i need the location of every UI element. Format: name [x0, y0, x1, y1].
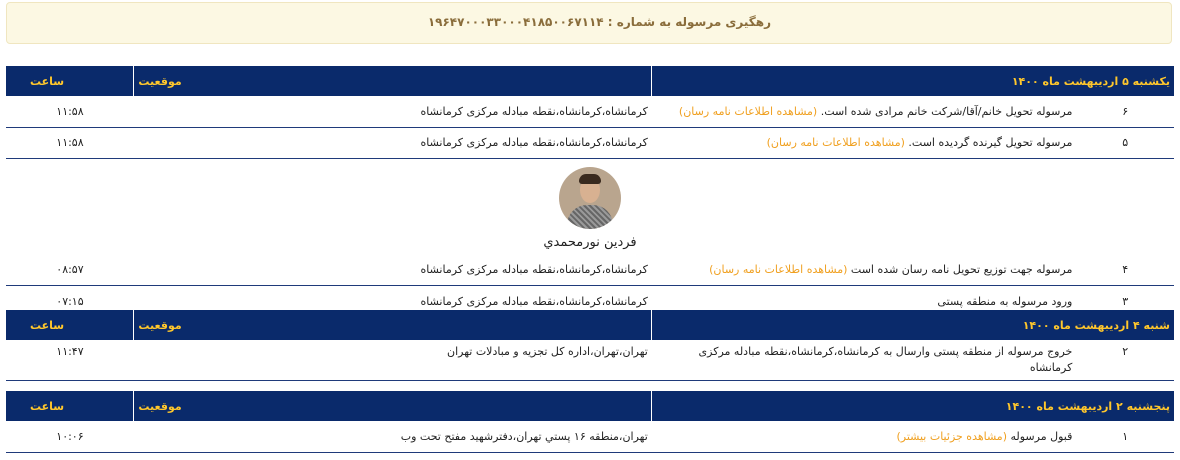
day-title: شنبه ۴ اردیبهشت ماه ۱۴۰۰: [652, 310, 1174, 340]
event-number: ۶: [1122, 104, 1129, 118]
day-table-1: [6, 66, 1174, 317]
event-time: ۱۱:۴۷: [56, 345, 84, 358]
event-row: [6, 421, 1174, 452]
event-description: خروج مرسوله از منطقه پستی وارسال به کرمانشاه،کرمانشاه،نقطه مبادله مرکزی کرمانشاه: [698, 345, 1073, 374]
day-header: [6, 310, 1174, 340]
event-row: [6, 340, 1174, 381]
location-header: موقعیت: [134, 310, 652, 340]
event-number: ۴: [1122, 263, 1129, 277]
event-text: مرسوله تحویل خانم/آقا/شرکت خانم مرادی شده است.: [820, 104, 1073, 118]
day-table-3: [6, 391, 1174, 453]
day-header: [6, 391, 1174, 421]
event-number: ۲: [1122, 345, 1129, 358]
event-description: [652, 96, 1077, 127]
tracking-banner: [6, 2, 1172, 44]
event-location: تهران،تهران،اداره کل تجزیه و مبادلات تهران: [446, 345, 648, 358]
courier-info-link[interactable]: (مشاهده اطلاعات نامه رسان): [678, 104, 818, 118]
day-table-2: [6, 310, 1174, 381]
courier-info-link[interactable]: (مشاهده اطلاعات نامه رسان): [766, 136, 905, 149]
event-location: کرمانشاه،کرمانشاه،نقطه مبادله مرکزی کرمانشاه: [420, 104, 648, 118]
day-title: یکشنبه ۵ اردیبهشت ماه ۱۴۰۰: [652, 66, 1174, 96]
event-number: ۱: [1122, 429, 1129, 443]
event-location: کرمانشاه،کرمانشاه،نقطه مبادله مرکزی کرمانشاه: [420, 136, 648, 149]
time-header: ساعت: [30, 318, 65, 332]
event-description: ورود مرسوله به منطقه پستی: [937, 294, 1073, 308]
event-row: [6, 96, 1174, 127]
event-time: ۱۰:۰۶: [56, 429, 84, 443]
event-row: [6, 127, 1174, 158]
event-time: ۰۷:۱۵: [56, 294, 84, 308]
event-time: ۱۱:۵۸: [56, 104, 84, 118]
day-title: پنجشنبه ۲ اردیبهشت ماه ۱۴۰۰: [652, 391, 1174, 421]
event-text: مرسوله تحویل گیرنده گردیده است.: [908, 136, 1073, 149]
courier-info-link[interactable]: (مشاهده اطلاعات نامه رسان): [709, 263, 848, 277]
event-description: [652, 421, 1077, 452]
time-header: ساعت: [30, 399, 65, 413]
courier-photo: [559, 167, 621, 229]
event-time: ۰۸:۵۷: [56, 263, 84, 277]
event-text: مرسوله جهت توزیع تحویل نامه رسان شده است: [850, 263, 1073, 277]
event-location: تهران،منطقه ۱۶ پستي تهران،دفترشهيد مفتح تحت وب: [400, 429, 648, 443]
event-time: ۱۱:۵۸: [56, 136, 84, 149]
courier-name: فردين نورمحمدي: [543, 235, 637, 250]
tracking-title: رهگیری مرسوله به شماره : ۱۹۶۴۷۰۰۰۳۳۰۰۰۴۱۸۵۰۰۶۷۱۱۴: [427, 15, 771, 29]
courier-card: [543, 163, 636, 250]
event-number: ۵: [1122, 136, 1129, 149]
event-location: کرمانشاه،کرمانشاه،نقطه مبادله مرکزی کرمانشاه: [420, 294, 648, 308]
time-header: ساعت: [30, 74, 65, 88]
event-text: قبول مرسوله: [1010, 429, 1073, 443]
courier-row: [6, 158, 1174, 255]
event-description: [652, 127, 1077, 158]
event-row: [6, 255, 1174, 286]
location-header: موقعیت: [134, 66, 652, 96]
more-details-link[interactable]: (مشاهده جزئیات بیشتر): [896, 429, 1007, 443]
courier-cell: [6, 158, 1174, 255]
day-header: [6, 66, 1174, 96]
location-header: موقعیت: [134, 391, 652, 421]
event-description: [652, 255, 1077, 286]
event-number: ۳: [1122, 294, 1129, 308]
event-location: کرمانشاه،کرمانشاه،نقطه مبادله مرکزی کرمانشاه: [420, 263, 648, 277]
